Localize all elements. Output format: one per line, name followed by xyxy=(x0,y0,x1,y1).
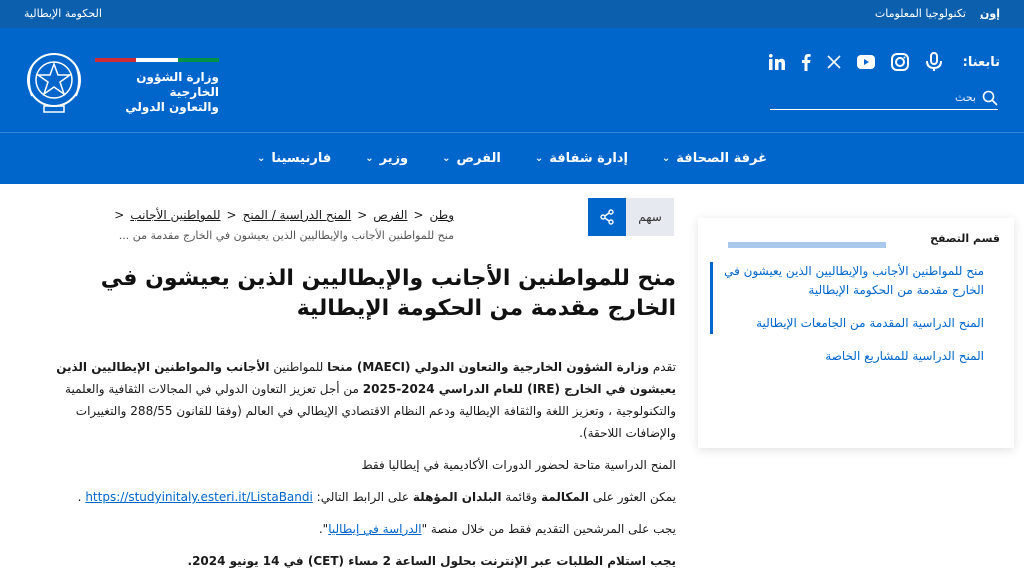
search-input[interactable] xyxy=(776,91,976,104)
nav-label: إدارة شفافة xyxy=(549,151,628,166)
bold-text: وزارة الشؤون الخارجية والتعاون الدولي (MAECI) منحا xyxy=(327,360,650,374)
text: للمواطنين xyxy=(269,360,328,374)
paragraph-italy-only: المنح الدراسية متاحة لحضور الدورات الأكاديمية في إيطاليا فقط xyxy=(361,458,676,472)
text: تقدم xyxy=(649,360,676,374)
nav-item-farnesina[interactable] xyxy=(257,151,331,166)
paragraph-deadline xyxy=(28,550,676,572)
top-bar-right xyxy=(875,7,1000,20)
study-in-italy-link[interactable]: الدراسة في إيطاليا xyxy=(328,522,422,536)
toc-item-universities[interactable]: المنح الدراسية المقدمة من الجامعات الإيطالية xyxy=(756,316,984,330)
nav-label: غرفة الصحافة xyxy=(676,151,767,166)
breadcrumb-separator: < xyxy=(357,208,368,222)
text: يجب على المرشحين التقديم فقط من خلال منصة " xyxy=(421,522,676,536)
breadcrumb-home[interactable]: وطن xyxy=(429,208,454,222)
page-navigation-box xyxy=(698,218,1014,448)
breadcrumb-separator: < xyxy=(226,208,237,222)
facebook-icon[interactable] xyxy=(801,53,811,71)
paragraph-call-link xyxy=(28,486,676,508)
breadcrumb-current: منح للمواطنين الأجانب والإيطاليين الذين يعيشون في الخارج مقدمة من ... xyxy=(118,229,454,242)
breadcrumb xyxy=(114,208,454,222)
chevron-down-icon: ⌄ xyxy=(534,153,544,164)
page-title: منح للمواطنين الأجانب والإيطاليين الذين يعيشون في الخارج مقدمة من الحكومة الإيطالية xyxy=(100,266,676,321)
ministry-name[interactable] xyxy=(95,70,219,115)
text: يمكن العثور على xyxy=(588,490,676,504)
ministry-line-1: وزارة الشؤون الخارجية xyxy=(136,70,219,99)
site-header xyxy=(0,28,1024,132)
chevron-down-icon: ⌄ xyxy=(661,153,671,164)
text: ". xyxy=(318,522,329,536)
breadcrumb-separator: < xyxy=(413,208,424,222)
chevron-down-icon: ⌄ xyxy=(442,153,451,164)
toc-item-foreign-citizens[interactable]: منح للمواطنين الأجانب والإيطاليين الذين يعيشون في الخارج مقدمة من الحكومة الإيطالية xyxy=(724,264,984,297)
search-box xyxy=(770,86,998,110)
youtube-icon[interactable] xyxy=(857,55,875,69)
flag-green xyxy=(178,58,219,62)
share-label[interactable]: سهم xyxy=(626,198,674,236)
breadcrumb-separator: < xyxy=(114,208,125,222)
text: وقائمة xyxy=(501,490,541,504)
breadcrumb-opportunities[interactable]: الفرص xyxy=(373,208,408,222)
nav-label: فارنيسينا xyxy=(271,151,332,166)
bold-text: يجب استلام الطلبات عبر الإنترنت بحلول الساعة 2 مساء (CET) في 14 يونيو 2024. xyxy=(187,554,676,568)
text: على الرابط التالي: xyxy=(312,490,413,504)
linkedin-icon[interactable] xyxy=(769,54,785,70)
paragraph-intro xyxy=(28,356,676,444)
flag-red xyxy=(95,58,136,62)
paragraph-platform xyxy=(28,518,676,540)
top-bar xyxy=(0,0,1024,28)
text: من أجل تعزيز التعاون الدولي في المجالات الثقافية والعلمية والتكنولوجية ، وتعزيز اللغة والثقافة الإيطالية ودعم النظام الاقتصادي الإيطالي في العالم (وفقا للقانون 288/55 والتغييرات والإضافات اللاحقة). xyxy=(65,382,676,440)
login-link[interactable]: إون xyxy=(980,7,1000,20)
toc-title: قسم التصفح xyxy=(930,232,1000,245)
toc-progress-bar xyxy=(728,242,886,248)
republic-emblem-icon[interactable] xyxy=(22,46,86,116)
bold-text: المكالمة xyxy=(541,490,589,504)
nav-item-opportunities[interactable] xyxy=(442,151,501,166)
x-twitter-icon[interactable] xyxy=(827,55,841,69)
breadcrumb-foreigners[interactable]: للمواطنين الأجانب xyxy=(130,208,221,222)
government-link[interactable]: الحكومة الإيطالية xyxy=(24,7,102,20)
share-button[interactable] xyxy=(588,198,626,236)
social-links xyxy=(769,52,1000,72)
share-widget xyxy=(588,198,674,236)
studyinitaly-link[interactable]: https://studyinitaly.esteri.it/ListaBandi xyxy=(85,490,313,504)
nav-label: وزير xyxy=(379,151,409,166)
nav-item-transparency[interactable] xyxy=(535,151,628,166)
flag-white xyxy=(136,58,177,62)
bold-text: الأجانب والمواطنين الإيطاليين الذين يعيشون في الخارج (IRE) للعام الدراسي 2024-2025 xyxy=(56,360,676,396)
bold-text: البلدان المؤهلة xyxy=(412,490,502,504)
instagram-icon[interactable] xyxy=(891,53,909,71)
flag-stripe xyxy=(95,58,219,62)
nav-item-minister[interactable] xyxy=(365,151,408,166)
article-body xyxy=(28,356,676,582)
toc-active-indicator xyxy=(710,262,713,334)
toc-item-special-projects[interactable]: المنح الدراسية للمشاريع الخاصة xyxy=(825,349,984,363)
chevron-down-icon: ⌄ xyxy=(257,153,266,164)
nav-label: الفرص xyxy=(456,151,501,166)
breadcrumb-scholarships[interactable]: المنح الدراسية / المنح xyxy=(242,208,352,222)
chevron-down-icon: ⌄ xyxy=(365,153,374,164)
share-icon xyxy=(599,209,615,225)
follow-label: تابعنا: xyxy=(962,54,1000,70)
nav-item-press-room[interactable] xyxy=(662,151,767,166)
main-nav xyxy=(0,132,1024,184)
text: . xyxy=(77,490,86,504)
podcast-icon[interactable] xyxy=(925,52,943,72)
search-icon[interactable] xyxy=(982,90,998,106)
ministry-line-2: والتعاون الدولي xyxy=(125,100,219,114)
it-link[interactable]: تكنولوجيا المعلومات xyxy=(874,7,966,20)
